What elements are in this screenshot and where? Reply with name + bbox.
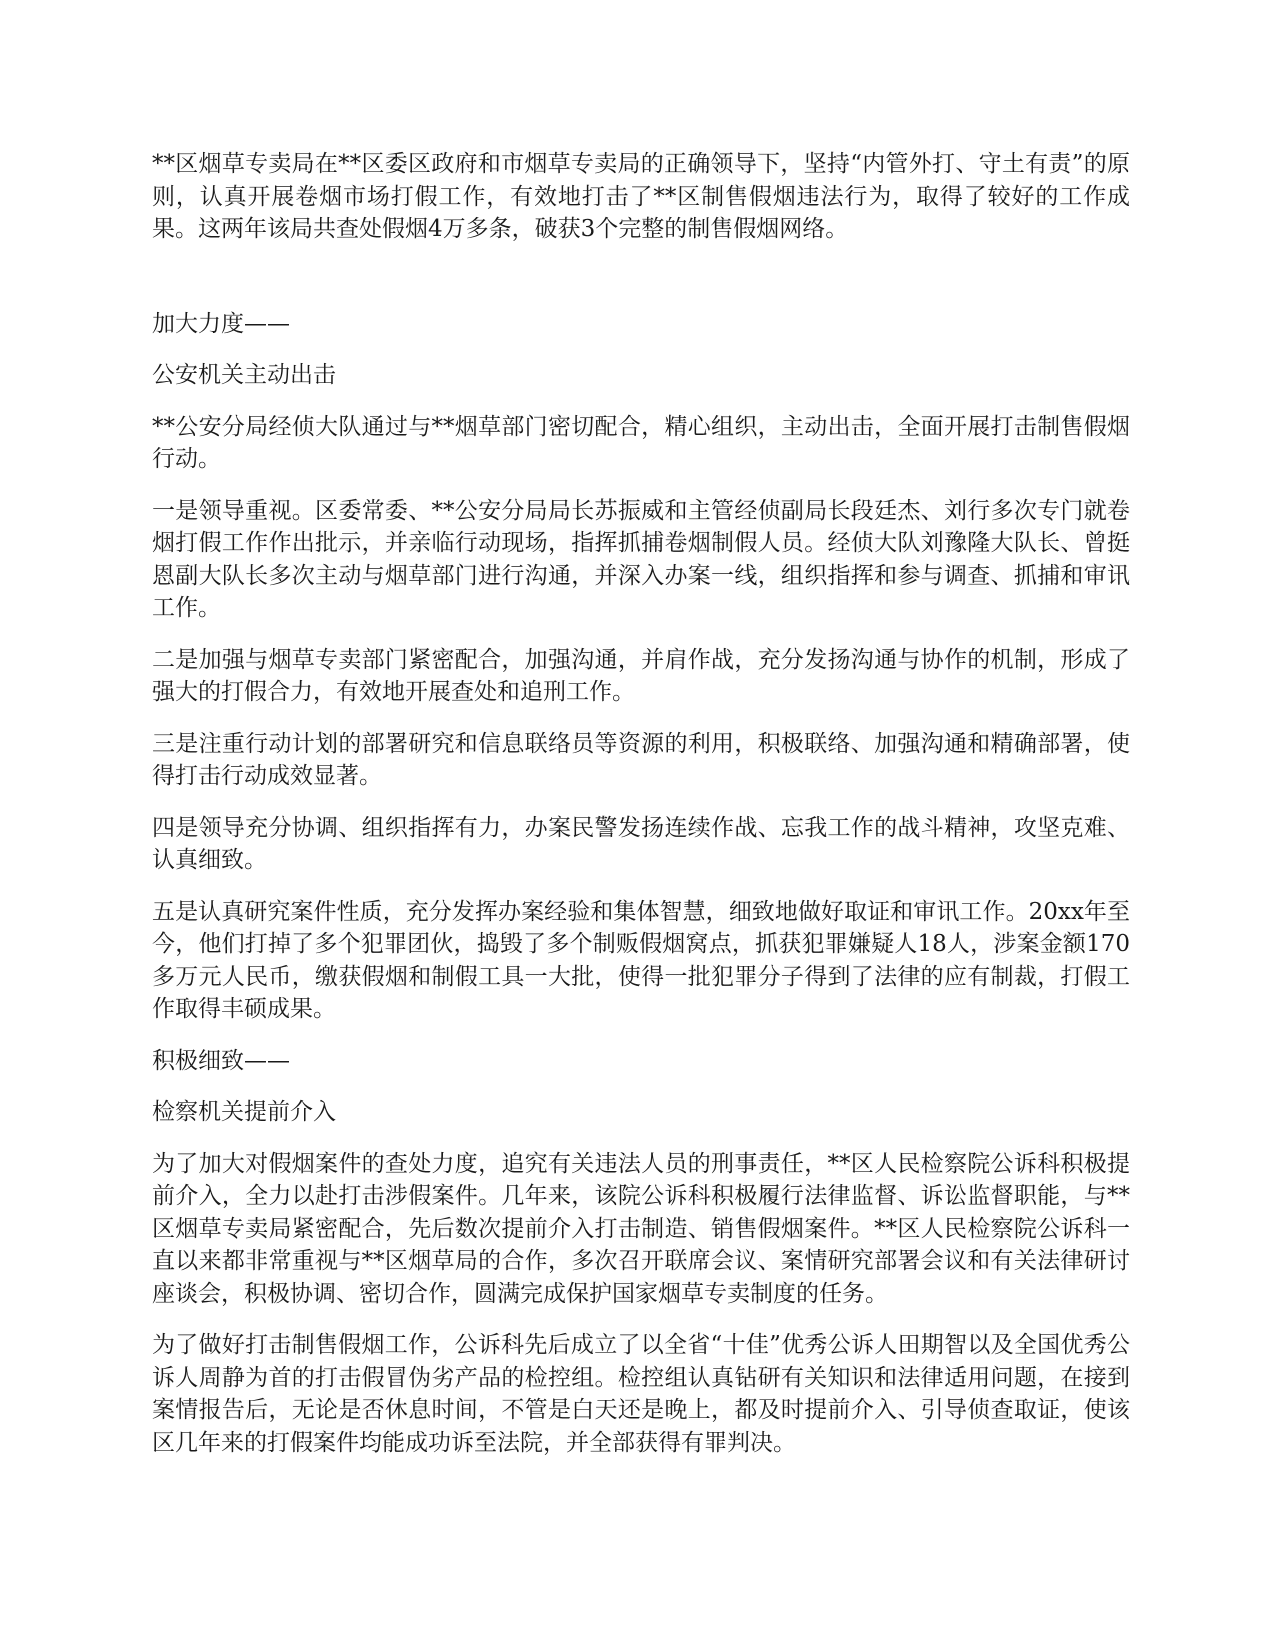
section-subheading-procuratorate: 检察机关提前介入	[152, 1099, 336, 1125]
section-heading-procuratorate: 积极细致——	[152, 1047, 290, 1074]
body-paragraph: **公安分局经侦大队通过与**烟草部门密切配合，精心组织，主动出击，全面开展打击制售假烟行动。	[152, 413, 1130, 472]
body-paragraph: 二是加强与烟草专卖部门紧密配合，加强沟通，并肩作战，充分发扬沟通与协作的机制，形成了强大的打假合力，有效地开展查处和追刑工作。	[152, 646, 1130, 705]
section-heading-police: 加大力度——	[152, 310, 290, 337]
body-paragraph: 四是领导充分协调、组织指挥有力，办案民警发扬连续作战、忘我工作的战斗精神，攻坚克难、认真细致。	[152, 814, 1130, 873]
body-paragraph: 为了做好打击制售假烟工作，公诉科先后成立了以全省“十佳”优秀公诉人田期智以及全国优秀公诉人周静为首的打击假冒伪劣产品的检控组。检控组认真钻研有关知识和法律适用问题，在接到案情报告后，无论是否休息时间，不管是白天还是晚上，都及时提前介入、引导侦查取证，使该区几年来的打假案件均能成功诉至法院，并全部获得有罪判决。	[152, 1332, 1130, 1456]
body-paragraph: 一是领导重视。区委常委、**公安分局局长苏振威和主管经侦副局长段廷杰、刘行多次专门就卷烟打假工作作出批示，并亲临行动现场，指挥抓捕卷烟制假人员。经侦大队刘豫隆大队长、曾挺恩副大队长多次主动与烟草部门进行沟通，并深入办案一线，组织指挥和参与调查、抓捕和审讯工作。	[152, 497, 1130, 621]
section-subheading-police: 公安机关主动出击	[152, 362, 336, 388]
intro-paragraph: **区烟草专卖局在**区委区政府和市烟草专卖局的正确领导下，坚持“内管外打、守土有责”的原则，认真开展卷烟市场打假工作，有效地打击了**区制售假烟违法行为，取得了较好的工作成果。这两年该局共查处假烟4万多条，破获3个完整的制售假烟网络。	[152, 151, 1130, 242]
body-paragraph: 为了加大对假烟案件的查处力度，追究有关违法人员的刑事责任，**区人民检察院公诉科积极提前介入，全力以赴打击涉假案件。几年来，该院公诉科积极履行法律监督、诉讼监督职能，与**区烟草专卖局紧密配合，先后数次提前介入打击制造、销售假烟案件。**区人民检察院公诉科一直以来都非常重视与**区烟草局的合作，多次召开联席会议、案情研究部署会议和有关法律研讨座谈会，积极协调、密切合作，圆满完成保护国家烟草专卖制度的任务。	[152, 1150, 1130, 1307]
document-page	[152, 148, 1130, 1478]
body-paragraph: 五是认真研究案件性质，充分发挥办案经验和集体智慧，细致地做好取证和审讯工作。20xx年至今，他们打掉了多个犯罪团伙，捣毁了多个制贩假烟窝点，抓获犯罪嫌疑人18人，涉案金额170多万元人民币，缴获假烟和制假工具一大批，使得一批犯罪分子得到了法律的应有制裁，打假工作取得丰硕成果。	[152, 898, 1130, 1022]
body-paragraph: 三是注重行动计划的部署研究和信息联络员等资源的利用，积极联络、加强沟通和精确部署，使得打击行动成效显著。	[152, 730, 1130, 789]
